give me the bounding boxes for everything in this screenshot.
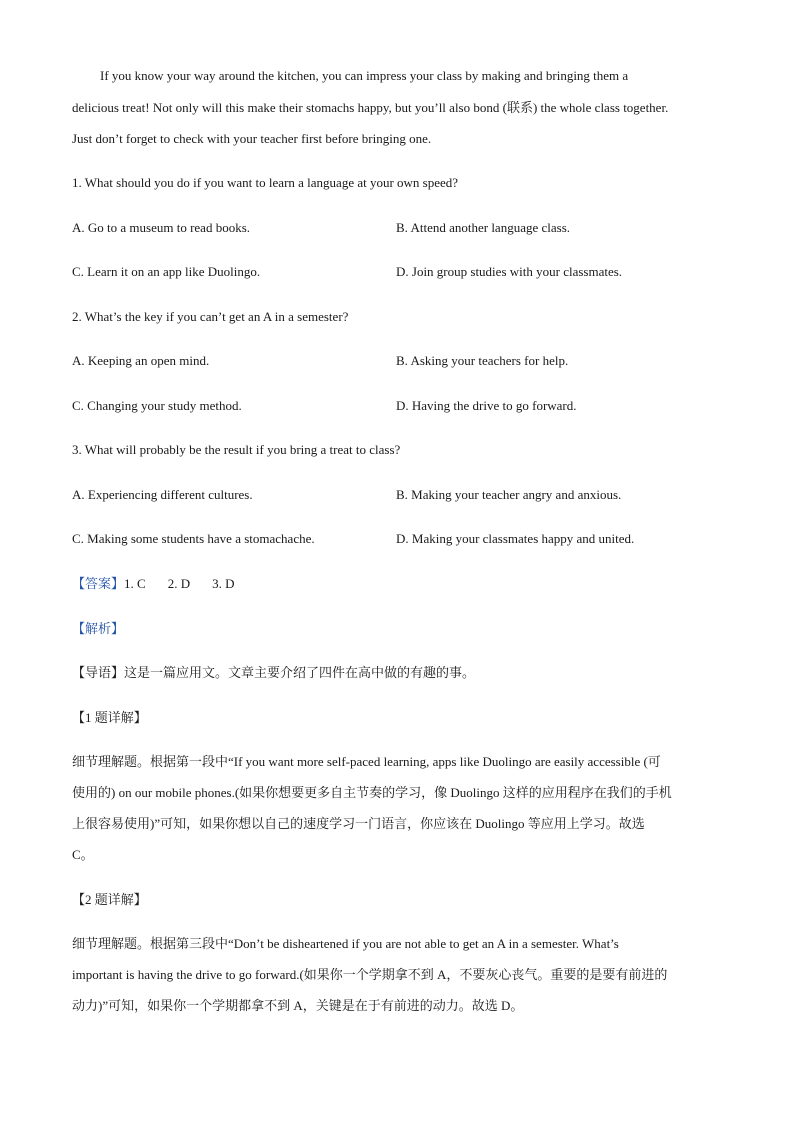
question-3-option-b: B. Making your teacher angry and anxious. [396,487,622,502]
passage-line-3: Just don’t forget to check with your teacher first before bringing one. [72,131,432,146]
question-1-option-c: C. Learn it on an app like Duolingo. [72,264,261,279]
question-3-stem: 3. What will probably be the result if you bring a treat to class? [72,442,401,457]
question-3-option-a: A. Experiencing different cultures. [72,487,253,502]
guide-text: 这是一篇应用文。文章主要介绍了四件在高中做的有趣的事。 [124,665,476,680]
answer-1: 1. C [124,576,146,591]
question-2-option-b: B. Asking your teachers for help. [396,353,569,368]
detail-1-line-2: 使用的) on our mobile phones.(如果你想要更多自主节奏的学习，像 Duolingo 这样的应用程序在我们的手机 [72,785,672,800]
answer-3: 3. D [212,576,235,591]
question-1-option-d: D. Join group studies with your classmates. [396,264,623,279]
passage-line-2: delicious treat! Not only will this make their stomachs happy, but you’ll also bond (联系) the whole class together. [72,100,669,115]
detail-1-line-1: 细节理解题。根据第一段中“If you want more self-paced learning, apps like Duolingo are easily accessible (可 [72,754,661,769]
answer-tag: 【答案】 [72,576,125,591]
detail-2-tag: 【2 题详解】 [72,892,147,907]
passage-line-1: If you know your way around the kitchen, you can impress your class by making and bringing them a [100,68,629,83]
question-1-stem: 1. What should you do if you want to learn a language at your own speed? [72,175,459,190]
detail-2-line-1: 细节理解题。根据第三段中“Don’t be disheartened if you are not able to get an A in a semester. What’s [72,936,619,951]
question-3-option-c: C. Making some students have a stomachache. [72,531,315,546]
question-1-option-a: A. Go to a museum to read books. [72,220,251,235]
analysis-tag: 【解析】 [72,621,125,636]
guide-tag: 【导语】 [72,665,125,680]
question-2-stem: 2. What’s the key if you can’t get an A in a semester? [72,309,349,324]
detail-2-line-2: important is having the drive to go forward.(如果你一个学期拿不到 A，不要灰心丧气。重要的是要有前进的 [72,967,668,982]
detail-2-line-3: 动力)”可知，如果你一个学期都拿不到 A，关键是在于有前进的动力。故选 D。 [72,998,524,1013]
question-3-option-d: D. Making your classmates happy and united. [396,531,635,546]
question-2-option-d: D. Having the drive to go forward. [396,398,577,413]
answer-2: 2. D [167,576,191,591]
detail-1-tag: 【1 题详解】 [72,710,147,725]
question-1-option-b: B. Attend another language class. [396,220,571,235]
detail-1-line-4: C。 [72,847,94,862]
question-2-option-c: C. Changing your study method. [72,398,242,413]
question-2-option-a: A. Keeping an open mind. [72,353,210,368]
guide-line [72,664,475,682]
answer-line [72,575,234,593]
detail-1-line-3: 上很容易使用)”可知，如果你想以自己的速度学习一门语言，你应该在 Duolingo 等应用上学习。故选 [72,816,645,831]
